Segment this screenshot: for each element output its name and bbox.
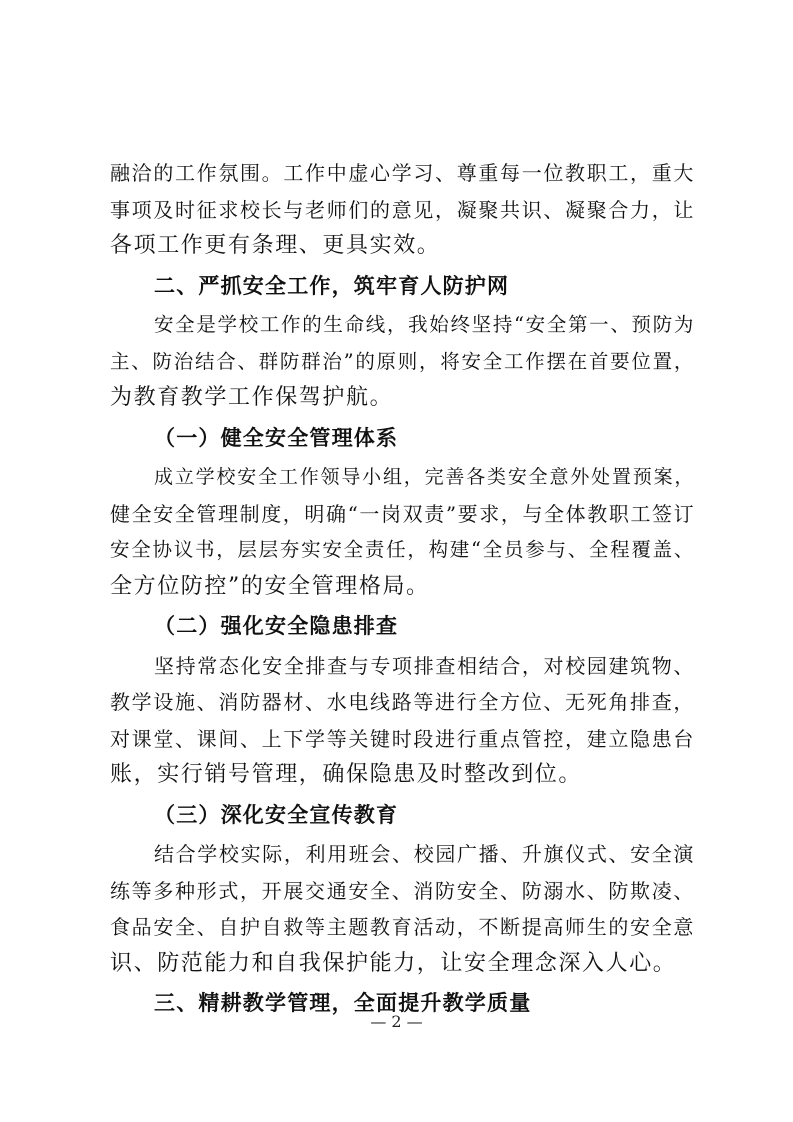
text-line: 各项工作更有条理、更具实效。 bbox=[110, 233, 441, 258]
text-line: 对课堂、课间、上下学等关键时段进行重点管控，建立隐患台 bbox=[110, 726, 695, 751]
text-line: 主、防治结合、群防群治”的原则，将安全工作摆在首要位置， bbox=[110, 349, 695, 373]
text-line: 安全协议书，层层夯实安全责任，构建“全员参与、全程覆盖、 bbox=[110, 538, 695, 561]
text-line: 识、防范能力和自我保护能力，让安全理念深入人心。 bbox=[110, 950, 677, 976]
text-line: 事项及时征求校长与老师们的意见，凝聚共识、凝聚合力，让 bbox=[110, 197, 695, 222]
text-line: 安全是学校工作的生命线，我始终坚持“安全第一、预防为 bbox=[154, 313, 695, 336]
subheading-management-system: （一）健全安全管理体系 bbox=[154, 425, 399, 450]
paragraph-safety-intro bbox=[110, 307, 695, 417]
text-line: 教学设施、消防器材、水电线路等进行全方位、无死角排查， bbox=[110, 690, 695, 714]
text-line: 结合学校实际，利用班会、校园广播、升旗仪式、安全演 bbox=[154, 842, 695, 866]
section-heading-teaching: 三、精耕教学管理，全面提升教学质量 bbox=[154, 991, 532, 1015]
subheading-hazard-inspection: （二）强化安全隐患排查 bbox=[154, 614, 399, 638]
text-line: 融洽的工作氛围。工作中虚心学习、尊重每一位教职工，重大 bbox=[110, 161, 695, 185]
text-line: 练等多种形式，开展交通安全、消防安全、防溺水、防欺凌、 bbox=[110, 878, 695, 903]
text-line: 账，实行销号管理，确保隐患及时整改到位。 bbox=[110, 762, 583, 787]
paragraph-continuation bbox=[110, 155, 695, 265]
page-number: — 2 — bbox=[370, 1012, 423, 1031]
paragraph-hazard-inspection bbox=[110, 648, 695, 794]
paragraph-safety-education bbox=[110, 836, 695, 982]
text-line: 坚持常态化安全排查与专项排查相结合，对校园建筑物、 bbox=[154, 653, 695, 678]
text-line: 健全安全管理制度，明确“一岗双责”要求，与全体教职工签订 bbox=[110, 501, 696, 526]
text-line: 成立学校安全工作领导小组，完善各类安全意外处置预案， bbox=[154, 466, 695, 488]
text-line: 全方位防控”的安全管理格局。 bbox=[110, 573, 430, 599]
section-heading-safety: 二、严抓安全工作，筑牢育人防护网 bbox=[154, 273, 510, 298]
document-body bbox=[110, 155, 695, 1025]
subheading-safety-education: （三）深化安全宣传教育 bbox=[154, 802, 399, 827]
paragraph-management-system bbox=[110, 459, 695, 605]
text-line: 食品安全、自护自救等主题教育活动，不断提高师生的安全意 bbox=[110, 915, 695, 939]
text-line: 为教育教学工作保驾护航。 bbox=[110, 385, 394, 410]
